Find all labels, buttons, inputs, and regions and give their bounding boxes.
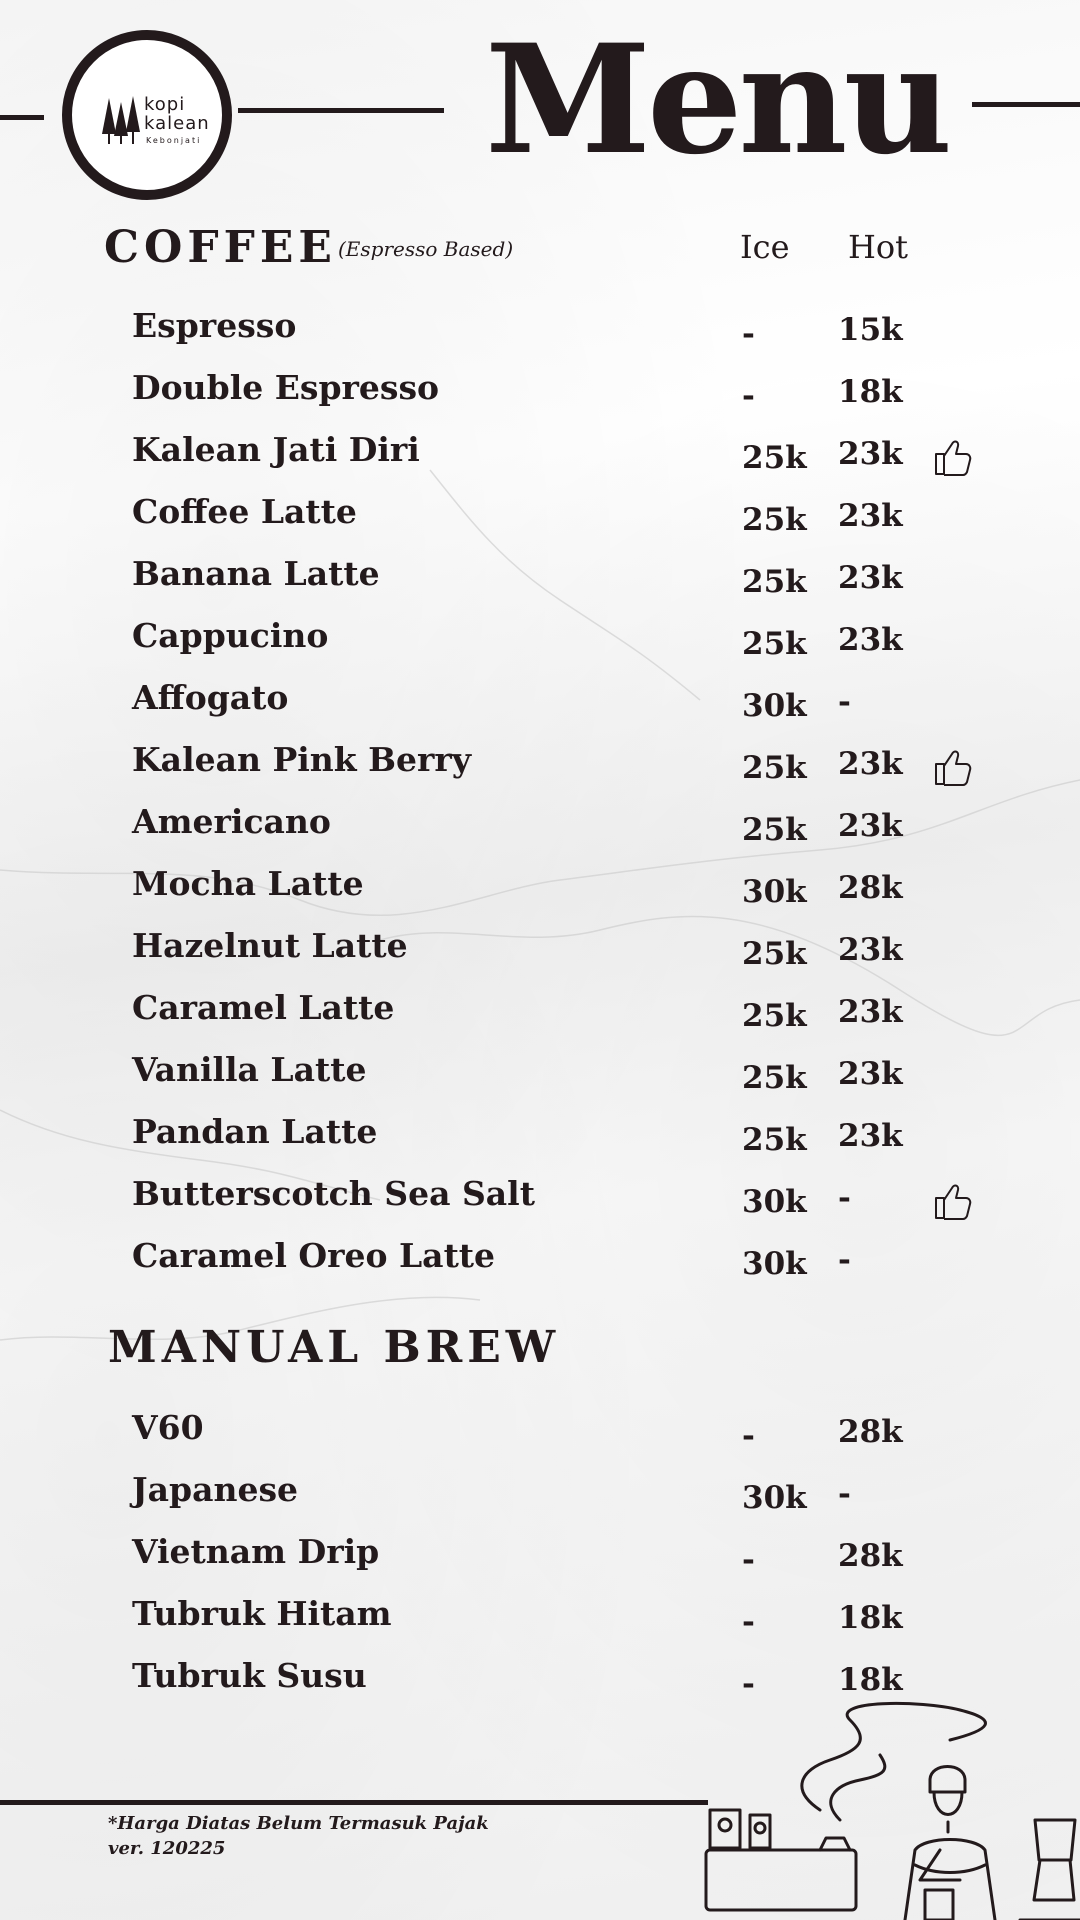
thumbs-up-icon: [930, 746, 972, 788]
header-line-left: [0, 115, 44, 120]
price-ice: 25k: [742, 440, 807, 476]
version-label: ver. 120225: [108, 1838, 226, 1859]
logo: [62, 30, 232, 200]
logo-name-line1: kopi: [144, 94, 186, 115]
price-hot: -: [838, 1180, 851, 1216]
price-ice: -: [742, 1542, 755, 1578]
price-ice: -: [742, 316, 755, 352]
menu-item-name: Kalean Pink Berry: [132, 740, 471, 779]
thumbs-up-icon: [930, 1180, 972, 1222]
menu-item-name: Espresso: [132, 306, 297, 345]
price-hot: 28k: [838, 870, 903, 906]
coffee-note: (Espresso Based): [338, 237, 514, 261]
price-hot: -: [838, 1242, 851, 1278]
menu-item-name: Pandan Latte: [132, 1112, 378, 1151]
menu-item-name: Butterscotch Sea Salt: [132, 1174, 535, 1213]
header-line-right: [972, 102, 1080, 107]
price-hot: 23k: [838, 746, 903, 782]
price-ice: 25k: [742, 998, 807, 1034]
menu-item-name: V60: [132, 1408, 204, 1447]
price-hot: 23k: [838, 622, 903, 658]
menu-item-name: Banana Latte: [132, 554, 380, 593]
menu-item-name: Tubruk Hitam: [132, 1594, 392, 1633]
price-hot: -: [838, 684, 851, 720]
menu-item-name: Americano: [132, 802, 331, 841]
menu-item-name: Caramel Latte: [132, 988, 395, 1027]
page-title: Menu: [485, 12, 949, 188]
tax-note: *Harga Diatas Belum Termasuk Pajak: [108, 1813, 489, 1834]
logo-name-line2: kalean: [144, 113, 210, 134]
price-hot: 23k: [838, 932, 903, 968]
column-ice-header: Ice: [740, 228, 790, 266]
menu-item-name: Cappucino: [132, 616, 329, 655]
price-ice: 30k: [742, 874, 807, 910]
price-hot: 23k: [838, 498, 903, 534]
price-hot: 23k: [838, 994, 903, 1030]
column-hot-header: Hot: [848, 228, 909, 266]
price-hot: 28k: [838, 1538, 903, 1574]
menu-item-name: Coffee Latte: [132, 492, 357, 531]
price-ice: 25k: [742, 750, 807, 786]
price-hot: 23k: [838, 436, 903, 472]
menu-item-name: Vanilla Latte: [132, 1050, 367, 1089]
logo-name: [144, 95, 210, 133]
price-ice: -: [742, 1666, 755, 1702]
price-ice: 30k: [742, 1184, 807, 1220]
price-ice: 25k: [742, 936, 807, 972]
price-ice: 30k: [742, 688, 807, 724]
price-ice: 30k: [742, 1246, 807, 1282]
price-hot: 23k: [838, 1056, 903, 1092]
price-ice: 25k: [742, 564, 807, 600]
menu-item-name: Affogato: [132, 678, 289, 717]
menu-item-name: Japanese: [132, 1470, 299, 1509]
price-hot: 18k: [838, 374, 903, 410]
menu-item-name: Double Espresso: [132, 368, 440, 407]
menu-item-name: Caramel Oreo Latte: [132, 1236, 496, 1275]
menu-item-name: Kalean Jati Diri: [132, 430, 420, 469]
price-ice: 25k: [742, 626, 807, 662]
price-ice: -: [742, 1604, 755, 1640]
price-hot: 15k: [838, 312, 903, 348]
price-hot: 18k: [838, 1600, 903, 1636]
price-hot: 23k: [838, 1118, 903, 1154]
price-ice: -: [742, 378, 755, 414]
menu-item-name: Mocha Latte: [132, 864, 364, 903]
price-hot: -: [838, 1476, 851, 1512]
price-ice: -: [742, 1418, 755, 1454]
price-ice: 25k: [742, 1122, 807, 1158]
header-line-middle: [238, 108, 444, 113]
thumbs-up-icon: [930, 436, 972, 478]
logo-location: Kebonjati: [146, 136, 202, 145]
menu-item-name: Tubruk Susu: [132, 1656, 367, 1695]
footer-line: [0, 1800, 708, 1805]
price-hot: 18k: [838, 1662, 903, 1698]
price-hot: 23k: [838, 808, 903, 844]
pine-trees-icon: [102, 96, 140, 144]
price-ice: 25k: [742, 812, 807, 848]
price-ice: 25k: [742, 1060, 807, 1096]
price-hot: 23k: [838, 560, 903, 596]
menu-item-name: Vietnam Drip: [132, 1532, 380, 1571]
price-ice: 25k: [742, 502, 807, 538]
menu-item-name: Hazelnut Latte: [132, 926, 408, 965]
price-ice: 30k: [742, 1480, 807, 1516]
barista-illustration: [700, 1700, 1080, 1920]
price-hot: 28k: [838, 1414, 903, 1450]
coffee-heading: COFFEE: [104, 222, 337, 273]
manual-brew-heading: MANUAL BREW: [108, 1322, 561, 1373]
